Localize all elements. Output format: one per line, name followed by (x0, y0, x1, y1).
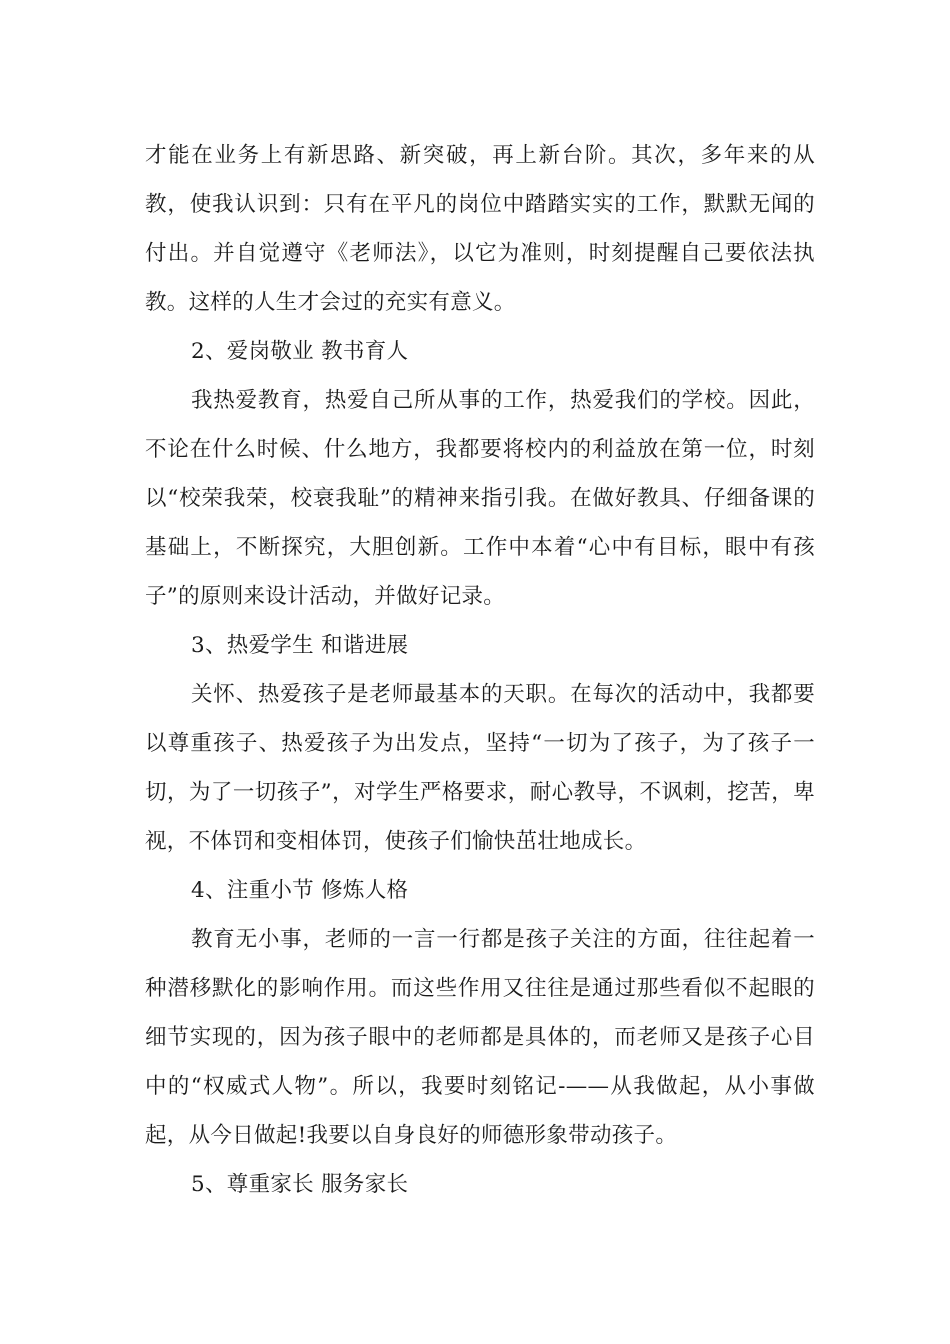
section-heading-4: 4、注重小节 修炼人格 (191, 878, 409, 903)
paragraph-section-3: 关怀、热爱孩子是老师最基本的天职。在每次的活动中，我都要以尊重孩子、热爱孩子为出发点，坚持“一切为了孩子，为了孩子一切，为了一切孩子”，对学生严格要求，耐心教导，不讽刺，挖苦，卑视，不体罚和变相体罚，使孩子们愉快茁壮地成长。 (145, 682, 815, 854)
paragraph-section-2: 我热爱教育，热爱自己所从事的工作，热爱我们的学校。因此，不论在什么时候、什么地方，我都要将校内的利益放在第一位，时刻以“校荣我荣，校衰我耻”的精神来指引我。在做好教具、仔细备课的基础上，不断探究，大胆创新。工作中本着“心中有目标，眼中有孩子”的原则来设计活动，并做好记录。 (145, 388, 815, 609)
document-body (145, 131, 815, 1209)
section-heading-5: 5、尊重家长 服务家长 (191, 1172, 409, 1197)
section-heading-2: 2、爱岗敬业 教书育人 (191, 339, 409, 364)
paragraph-continuation: 才能在业务上有新思路、新突破，再上新台阶。其次，多年来的从教，使我认识到：只有在平凡的岗位中踏踏实实的工作，默默无闻的付出。并自觉遵守《老师法》，以它为准则，时刻提醒自己要依法执教。这样的人生才会过的充实有意义。 (145, 143, 815, 315)
section-heading-3: 3、热爱学生 和谐进展 (191, 633, 409, 658)
paragraph-section-4: 教育无小事，老师的一言一行都是孩子关注的方面，往往起着一种潜移默化的影响作用。而这些作用又往往是通过那些看似不起眼的细节实现的，因为孩子眼中的老师都是具体的，而老师又是孩子心目中的“权威式人物”。所以，我要时刻铭记-——从我做起，从小事做起，从今日做起!我要以自身良好的师德形象带动孩子。 (145, 927, 815, 1148)
